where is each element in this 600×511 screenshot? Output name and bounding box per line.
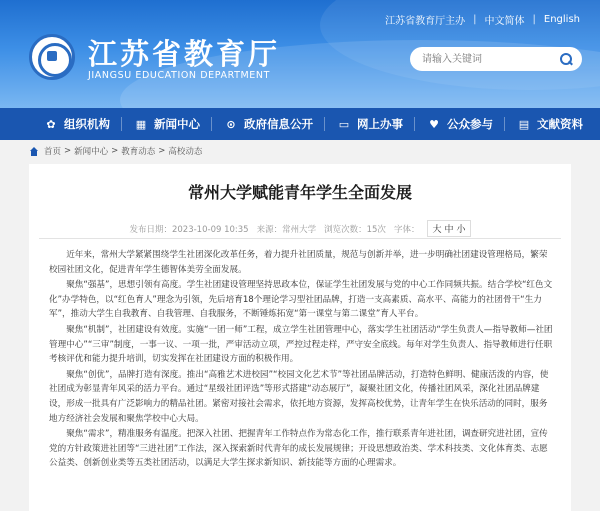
news-icon: ▦: [135, 117, 147, 131]
english-link[interactable]: English: [543, 14, 580, 25]
article-title: 常州大学赋能青年学生全面发展: [187, 183, 412, 202]
nav-label: 文献资料: [537, 117, 583, 131]
search-box: [410, 47, 582, 71]
font-size-label: 字体：: [393, 224, 420, 235]
font-size-switcher: [427, 220, 470, 237]
divider: [324, 117, 325, 131]
nav-label: 政府信息公开: [244, 117, 313, 131]
online-service-icon: ▭: [338, 117, 350, 131]
divider: [39, 238, 561, 239]
article-paragraph: 聚焦“需求”，精准服务有温度。把深入社团、把握青年工作特点作为常态化工作，推行联系青年进社团，调查研究进社团，宣传党的方针政策进社团等“三进社团”工作法，深入探索新时代青年的成长发展规律；开设思想政治类、学术科技类、文化体育类、志愿公益类、创新创业类等五类社团活动，以满足大学生探求新知识、新技能等方面的心理需求。: [49, 429, 548, 469]
nav-label: 网上办事: [357, 117, 403, 131]
publish-date: 发布日期：2023-10-09 10:35: [129, 224, 249, 235]
breadcrumb-separator: >: [64, 146, 72, 156]
article-source: 来源：常州大学: [256, 224, 317, 235]
main-nav: [0, 108, 600, 140]
nav-item-docs[interactable]: [517, 108, 583, 140]
home-icon: [29, 147, 39, 156]
breadcrumb-separator: >: [111, 146, 119, 156]
search-input[interactable]: [410, 47, 552, 71]
font-large-button[interactable]: 大: [432, 225, 442, 235]
divider: [504, 117, 505, 131]
font-small-button[interactable]: 小: [456, 225, 466, 235]
breadcrumb-item[interactable]: 首页: [44, 147, 62, 157]
nav-label: 新闻中心: [154, 117, 200, 131]
nav-item-public[interactable]: [427, 108, 493, 140]
nav-item-info[interactable]: [224, 108, 313, 140]
divider: [211, 117, 212, 131]
site-title[interactable]: 江苏省教育厅: [88, 37, 281, 71]
breadcrumb-item[interactable]: 高校动态: [168, 147, 203, 157]
info-icon: ⊙: [226, 117, 236, 131]
breadcrumb-item[interactable]: 新闻中心: [74, 147, 109, 157]
article-body: [49, 248, 553, 472]
site-subtitle: JIANGSU EDUCATION DEPARTMENT: [88, 70, 271, 81]
logo-icon[interactable]: [29, 34, 75, 80]
nav-item-news[interactable]: [134, 108, 200, 140]
article-paragraph: 聚焦“机制”，社团建设有效度。实施“一团一师”工程，成立学生社团管理中心，落实学生社团活动“学生负责人—指导教师—社团管理中心”“三审”制度，一事一议、一项一批，严审活动立项，严控过程走样，严守安全底线。每年对学生负责人、指导教师进行任职考核评优和能力提升培训，切实发挥在社团建设方面的积极作用。: [49, 324, 553, 365]
article-paragraph: 近年来，常州大学紧紧围绕学生社团深化改革任务，着力提升社团质量，规范与创新并举，进一步明确社团建设管理格局，繁荣校园社团文化，促进青年学生德智体美劳全面发展。: [49, 250, 548, 275]
host-text: 江苏省教育厅主办: [385, 16, 466, 27]
chinese-link[interactable]: 中文简体: [484, 16, 525, 27]
site-header: [0, 0, 600, 108]
search-icon[interactable]: [560, 53, 572, 65]
divider: [121, 117, 122, 131]
view-count: 浏览次数：15次: [324, 224, 386, 235]
public-icon: ♥: [429, 117, 439, 131]
breadcrumb: [29, 144, 202, 158]
article-paragraph: 聚焦“创优”，品牌打造有深度。推出“高雅艺术进校园”“校园文化艺术节”等社团品牌活动，打造特色鲜明、健康活泼的内容，使社团成为彰显青年风采的活力平台。通过“星级社团评选”等形式搭建“动态展厅”，凝聚社团文化，传播社团风采，深化社团品牌建设，形成一批具有广泛影响力的精品社团。紧密对接社会需求，依托地方资源，发挥高校优势，让青年学生在快乐活动的同时，服务地方经济社会发展和聚焦学校中心大局。: [49, 369, 549, 424]
breadcrumb-item[interactable]: 教育动态: [121, 147, 156, 157]
nav-item-online[interactable]: [337, 108, 403, 140]
separator: |: [473, 14, 477, 25]
article-card: [29, 164, 571, 511]
breadcrumb-separator: >: [158, 146, 166, 156]
font-medium-button[interactable]: 中: [444, 225, 454, 235]
nav-item-org[interactable]: [44, 108, 110, 140]
article-paragraph: 聚焦“强基”，思想引领有高度。学生社团建设管理坚持思政本位，保证学生社团发展与党的中心工作同频共振。结合学校“红色文化”办学特色，以“红色育人”理念为引领，先后培育18个理论学习型社团品牌，打造一支高素质、高水平、高能力的社团骨干“生力军”，推动大学生自我教育、自我管理、自我服务，不断锤炼拓宽“第一课堂与第二课堂”育人平台。: [49, 280, 553, 320]
separator: |: [532, 14, 536, 25]
org-icon: ✿: [46, 117, 56, 131]
top-links: [385, 12, 580, 27]
docs-icon: ▤: [518, 117, 530, 131]
nav-label: 公众参与: [447, 117, 493, 131]
nav-label: 组织机构: [64, 117, 110, 131]
divider: [414, 117, 415, 131]
article-meta: [29, 220, 571, 237]
